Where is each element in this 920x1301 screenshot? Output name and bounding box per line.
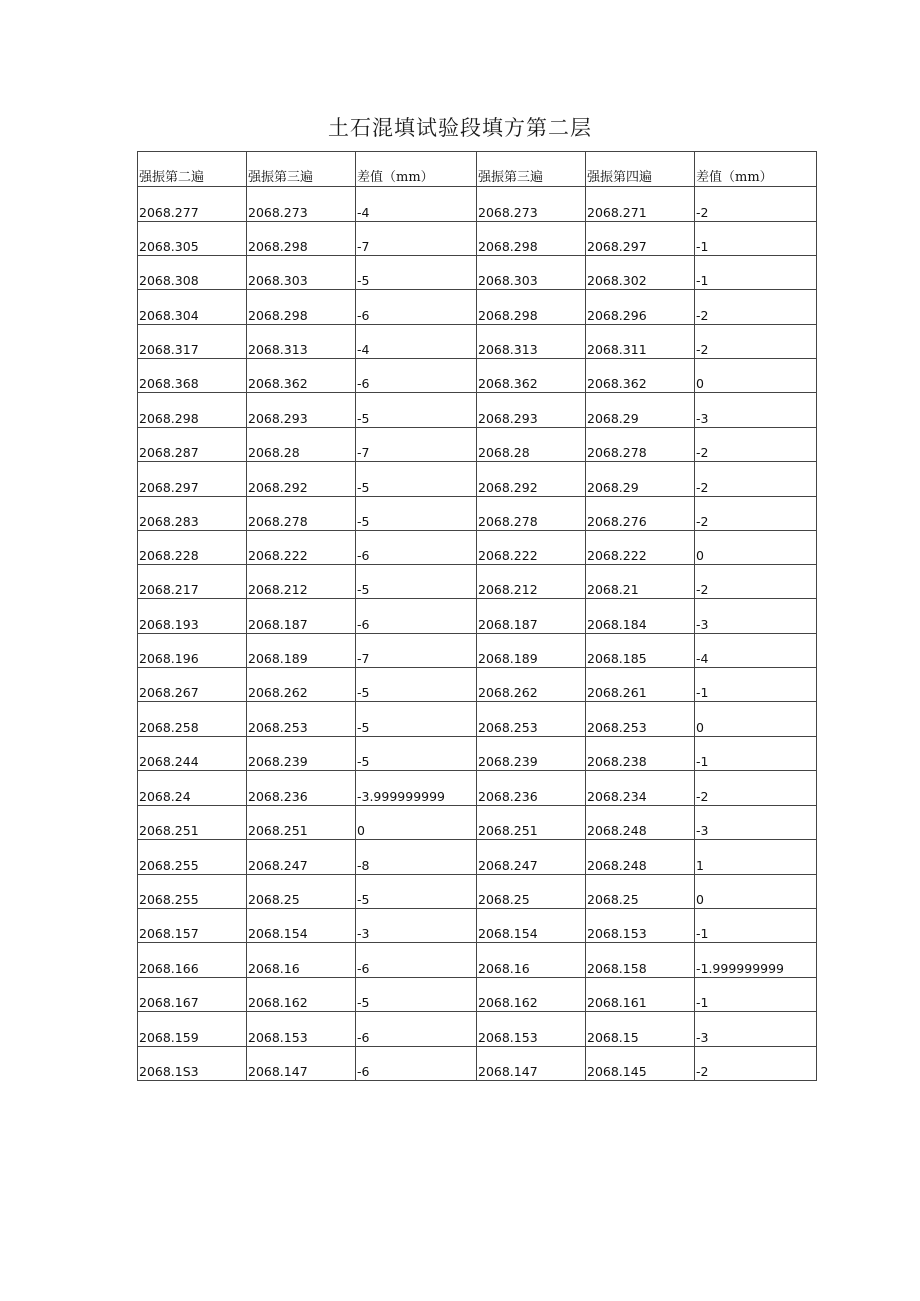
table-cell: -1	[695, 737, 817, 771]
table-row	[138, 256, 817, 290]
table-body	[138, 187, 817, 1081]
table-cell: 2068.187	[247, 599, 356, 634]
table-row	[138, 840, 817, 875]
table-cell: 2068.293	[477, 393, 586, 428]
table-cell: 2068.28	[247, 428, 356, 462]
table-cell: 2068.278	[247, 497, 356, 531]
table-cell: 2068.158	[586, 943, 695, 978]
table-row	[138, 497, 817, 531]
table-cell: 2068.308	[138, 256, 247, 290]
table-cell: -3	[695, 806, 817, 840]
table-cell: 2068.248	[586, 840, 695, 875]
table-cell: 2068.154	[477, 909, 586, 943]
table-cell: -6	[356, 531, 477, 565]
table-cell: -5	[356, 393, 477, 428]
table-cell: 2068.278	[477, 497, 586, 531]
table-cell: 2068.368	[138, 359, 247, 393]
table-cell: 2068.258	[138, 702, 247, 737]
table-row	[138, 1012, 817, 1047]
table-cell: 2068.313	[247, 325, 356, 359]
table-cell: 2068.222	[586, 531, 695, 565]
table-cell: -2	[695, 565, 817, 599]
table-cell: -1	[695, 256, 817, 290]
table-cell: 2068.298	[477, 290, 586, 325]
table-cell: 2068.251	[477, 806, 586, 840]
table-cell: 2068.147	[477, 1047, 586, 1081]
table-cell: -2	[695, 462, 817, 497]
table-cell: 2068.298	[247, 222, 356, 256]
table-cell: -4	[695, 634, 817, 668]
table-cell: 2068.29	[586, 462, 695, 497]
table-cell: 0	[695, 875, 817, 909]
table-cell: 2068.278	[586, 428, 695, 462]
table-row	[138, 565, 817, 599]
table-cell: 2068.255	[138, 840, 247, 875]
table-cell: 2068.273	[247, 187, 356, 222]
table-cell: 2068.196	[138, 634, 247, 668]
table-cell: 1	[695, 840, 817, 875]
table-cell: 2068.253	[247, 702, 356, 737]
table-row	[138, 187, 817, 222]
table-row	[138, 599, 817, 634]
table-row	[138, 290, 817, 325]
table-cell: 2068.292	[247, 462, 356, 497]
table-cell: 2068.276	[586, 497, 695, 531]
table-cell: -6	[356, 1012, 477, 1047]
table-cell: -3	[695, 393, 817, 428]
table-cell: 2068.162	[477, 978, 586, 1012]
table-cell: 2068.147	[247, 1047, 356, 1081]
column-header-2: 强振第三遍	[247, 152, 356, 187]
table-row	[138, 531, 817, 565]
table-row	[138, 737, 817, 771]
table-cell: 2068.217	[138, 565, 247, 599]
table-row	[138, 978, 817, 1012]
table-row	[138, 634, 817, 668]
table-cell: -5	[356, 497, 477, 531]
table-cell: 2068.1S3	[138, 1047, 247, 1081]
table-cell: -7	[356, 428, 477, 462]
table-cell: 2068.298	[247, 290, 356, 325]
table-row	[138, 771, 817, 806]
table-cell: -5	[356, 668, 477, 702]
table-cell: -7	[356, 634, 477, 668]
table-cell: 2068.212	[477, 565, 586, 599]
table-cell: 2068.24	[138, 771, 247, 806]
table-cell: 2068.153	[247, 1012, 356, 1047]
table-cell: 2068.145	[586, 1047, 695, 1081]
table-cell: -7	[356, 222, 477, 256]
table-cell: -6	[356, 599, 477, 634]
table-cell: 2068.157	[138, 909, 247, 943]
table-cell: 2068.287	[138, 428, 247, 462]
table-cell: 2068.362	[477, 359, 586, 393]
table-cell: 2068.253	[477, 702, 586, 737]
table-row	[138, 428, 817, 462]
table-cell: -3	[695, 1012, 817, 1047]
table-cell: -4	[356, 325, 477, 359]
table-cell: 2068.166	[138, 943, 247, 978]
table-cell: 2068.248	[586, 806, 695, 840]
table-cell: 2068.187	[477, 599, 586, 634]
table-cell: -2	[695, 290, 817, 325]
table-cell: -5	[356, 737, 477, 771]
table-cell: 2068.303	[477, 256, 586, 290]
data-table	[137, 151, 817, 1081]
table-row	[138, 1047, 817, 1081]
table-cell: 2068.25	[586, 875, 695, 909]
table-cell: 2068.239	[477, 737, 586, 771]
table-cell: 2068.244	[138, 737, 247, 771]
table-cell: 2068.304	[138, 290, 247, 325]
table-cell: -5	[356, 978, 477, 1012]
table-cell: 2068.253	[586, 702, 695, 737]
table-row	[138, 875, 817, 909]
table-cell: 2068.29	[586, 393, 695, 428]
table-cell: 2068.159	[138, 1012, 247, 1047]
table-cell: -1	[695, 668, 817, 702]
table-cell: 2068.362	[586, 359, 695, 393]
table-cell: 2068.247	[477, 840, 586, 875]
table-cell: 2068.305	[138, 222, 247, 256]
table-row	[138, 393, 817, 428]
table-cell: 2068.277	[138, 187, 247, 222]
table-cell: 2068.15	[586, 1012, 695, 1047]
table-cell: 2068.293	[247, 393, 356, 428]
table-cell: -1	[695, 978, 817, 1012]
table-cell: 2068.251	[138, 806, 247, 840]
table-cell: -3.999999999	[356, 771, 477, 806]
table-cell: 2068.161	[586, 978, 695, 1012]
table-cell: 2068.297	[138, 462, 247, 497]
table-cell: 2068.297	[586, 222, 695, 256]
table-row	[138, 702, 817, 737]
table-cell: 0	[695, 702, 817, 737]
table-cell: 2068.261	[586, 668, 695, 702]
table-cell: 2068.236	[477, 771, 586, 806]
table-cell: 2068.298	[477, 222, 586, 256]
table-cell: -5	[356, 565, 477, 599]
table-cell: 2068.267	[138, 668, 247, 702]
table-cell: 2068.16	[247, 943, 356, 978]
table-cell: 2068.25	[477, 875, 586, 909]
table-header-row	[138, 152, 817, 187]
column-header-5: 强振第四遍	[586, 152, 695, 187]
table-cell: -1	[695, 222, 817, 256]
table-row	[138, 325, 817, 359]
table-row	[138, 909, 817, 943]
table-cell: 2068.153	[477, 1012, 586, 1047]
table-cell: 2068.303	[247, 256, 356, 290]
table-cell: 2068.222	[247, 531, 356, 565]
column-header-3: 差值（mm）	[356, 152, 477, 187]
table-cell: -6	[356, 290, 477, 325]
table-cell: -2	[695, 187, 817, 222]
column-header-1: 强振第二遍	[138, 152, 247, 187]
table-cell: 2068.25	[247, 875, 356, 909]
column-header-6: 差值（mm）	[695, 152, 817, 187]
table-row	[138, 943, 817, 978]
table-cell: -6	[356, 1047, 477, 1081]
table-cell: 2068.234	[586, 771, 695, 806]
table-cell: 0	[695, 531, 817, 565]
table-cell: 2068.271	[586, 187, 695, 222]
table-cell: 2068.313	[477, 325, 586, 359]
column-header-4: 强振第三遍	[477, 152, 586, 187]
table-cell: 2068.273	[477, 187, 586, 222]
table-cell: 2068.251	[247, 806, 356, 840]
table-cell: 2068.153	[586, 909, 695, 943]
table-cell: -5	[356, 462, 477, 497]
table-cell: 2068.302	[586, 256, 695, 290]
table-cell: -2	[695, 771, 817, 806]
table-cell: -1	[695, 909, 817, 943]
table-cell: 2068.238	[586, 737, 695, 771]
table-cell: -2	[695, 497, 817, 531]
table-cell: 2068.236	[247, 771, 356, 806]
table-cell: 2068.162	[247, 978, 356, 1012]
table-cell: 2068.247	[247, 840, 356, 875]
table-cell: -8	[356, 840, 477, 875]
table-cell: 2068.16	[477, 943, 586, 978]
table-cell: 2068.296	[586, 290, 695, 325]
table-row	[138, 462, 817, 497]
table-cell: 2068.21	[586, 565, 695, 599]
table-cell: -6	[356, 943, 477, 978]
table-cell: 2068.283	[138, 497, 247, 531]
table-cell: -5	[356, 875, 477, 909]
table-cell: -2	[695, 428, 817, 462]
table-row	[138, 222, 817, 256]
table-cell: 2068.189	[247, 634, 356, 668]
table-cell: -3	[695, 599, 817, 634]
table-row	[138, 359, 817, 393]
table-cell: 2068.212	[247, 565, 356, 599]
table-cell: 2068.298	[138, 393, 247, 428]
table-cell: -5	[356, 702, 477, 737]
table-cell: -1.999999999	[695, 943, 817, 978]
table-cell: 2068.28	[477, 428, 586, 462]
table-cell: 2068.193	[138, 599, 247, 634]
table-cell: -5	[356, 256, 477, 290]
table-cell: -2	[695, 1047, 817, 1081]
table-cell: 2068.262	[247, 668, 356, 702]
table-cell: 2068.228	[138, 531, 247, 565]
table-cell: 0	[356, 806, 477, 840]
table-row	[138, 806, 817, 840]
table-cell: 2068.262	[477, 668, 586, 702]
table-row	[138, 668, 817, 702]
table-cell: 2068.311	[586, 325, 695, 359]
table-cell: 2068.255	[138, 875, 247, 909]
table-cell: 2068.292	[477, 462, 586, 497]
table-cell: 2068.317	[138, 325, 247, 359]
table-cell: -4	[356, 187, 477, 222]
table-cell: 2068.154	[247, 909, 356, 943]
table-cell: 2068.167	[138, 978, 247, 1012]
table-cell: 2068.222	[477, 531, 586, 565]
table-cell: 2068.185	[586, 634, 695, 668]
table-cell: 2068.189	[477, 634, 586, 668]
page-title: 土石混填试验段填方第二层	[328, 116, 592, 140]
table-cell: -3	[356, 909, 477, 943]
table-cell: 2068.184	[586, 599, 695, 634]
table-cell: -6	[356, 359, 477, 393]
table-cell: 2068.239	[247, 737, 356, 771]
table-cell: -2	[695, 325, 817, 359]
table-cell: 2068.362	[247, 359, 356, 393]
table-cell: 0	[695, 359, 817, 393]
